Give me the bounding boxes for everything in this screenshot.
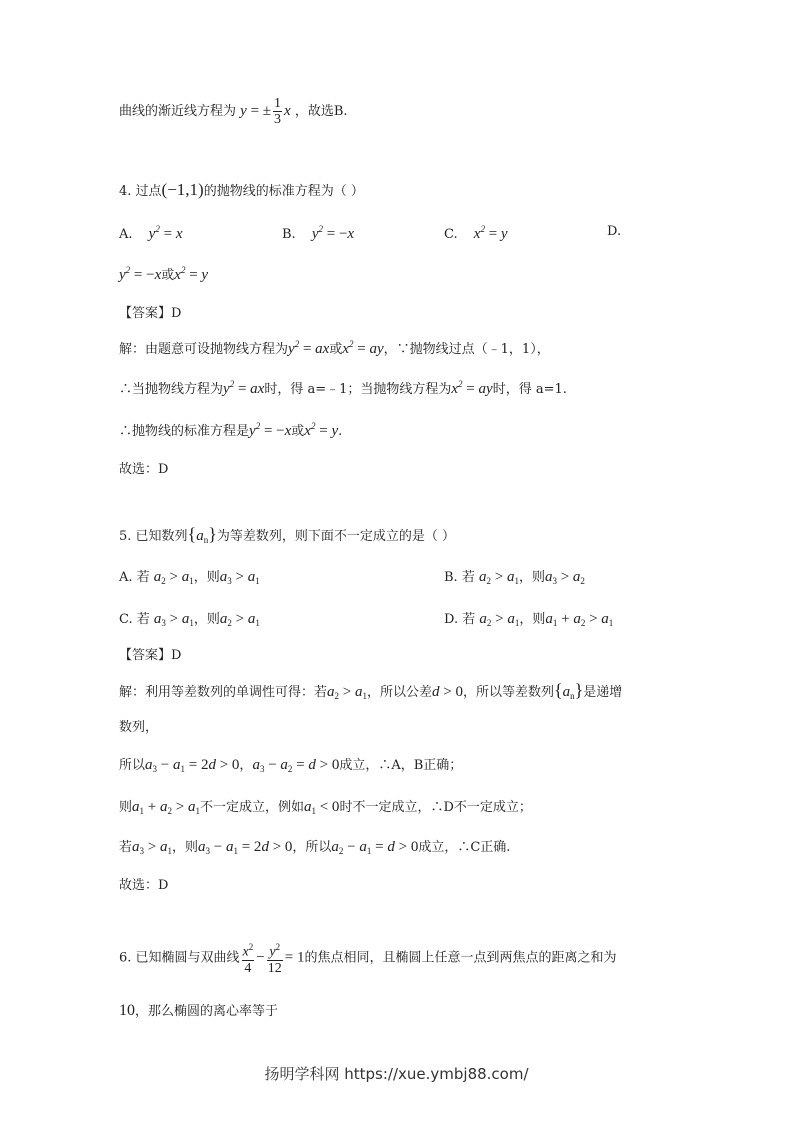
formula: (−1,1) — [161, 180, 204, 199]
text: 时，得 a=﹣1；当抛物线方程为 — [264, 382, 452, 397]
option-label: B. 若 — [444, 570, 475, 585]
text: ∴抛物线的标准方程是 — [119, 424, 250, 439]
option-label: D. 若 — [444, 612, 476, 627]
option-label: B. — [282, 227, 296, 242]
footer-watermark: 扬明学科网 https://xue.ymbj88.com/ — [264, 1065, 529, 1083]
text: 的抛物线的标准方程为（ ） — [203, 184, 364, 199]
option-label: D. — [607, 224, 622, 239]
q6-stem-cont — [119, 1000, 278, 1020]
text: ，则 — [193, 612, 220, 627]
q5-solution-4: 若$a_3 > a_1$，则$a_3 - a_1 = 2d > 0$，所以$a_2 - a_1 = d > 0$成立，∴C正确. — [119, 839, 511, 856]
q4-stem — [119, 180, 364, 200]
q5-option-b: B. 若 $a_2 > a_1$，则$a_3 > a_2$ — [444, 569, 585, 586]
q4-option-b: B. $y^2 = -x$ — [282, 224, 355, 242]
q4-solution-2: ∴当抛物线方程为$y^2$ = ax时，得 a=﹣1；当抛物线方程为$x^2$ = ay时，得 a=1. — [119, 379, 567, 397]
text: 所以 — [119, 758, 146, 773]
text: 解：由题意可设抛物线方程为 — [119, 342, 289, 357]
text: ，则 — [519, 612, 546, 627]
text: ，则 — [518, 570, 545, 585]
text: 为等差数列，则下面不一定成立的是（ ） — [216, 529, 455, 544]
q5-solution-2: 所以$a_3 - a_1 = 2d > 0$，$a_3 - a_2 = d > 0$成立，∴A，B正确； — [119, 757, 463, 774]
text: 的焦点相同，且椭圆上任意一点到两焦点的距离之和为 — [304, 950, 617, 966]
q4-option-d: $y^2 = -x$或$x^2 = y$ — [119, 265, 209, 283]
q5-solution-3: 则$a_1 + a_2 > a_1$不一定成立，例如$a_1 < 0$时不一定成立，∴D不一定成立； — [119, 799, 532, 816]
q4-solution-3: ∴抛物线的标准方程是$y^2 = -x$或$x^2 = y$. — [119, 421, 343, 439]
text: ，故选B. — [294, 104, 348, 119]
fraction: $\frac{1}{3}$ — [274, 96, 282, 127]
fraction: $\frac{y^2}{12}$ — [267, 942, 282, 976]
text: 若 — [119, 840, 133, 855]
fraction: $\frac{x^2}{4}$ — [242, 942, 254, 976]
q4-solution-1: 解：由题意可设抛物线方程为$y^2$ = ax或$x^2$ = ay，∵抛物线过点（﹣1，1）， — [119, 339, 550, 357]
text: ，∵抛物线过点（﹣1，1）， — [383, 342, 550, 357]
text: ，则 — [193, 570, 220, 585]
q5-solution-1-cont — [119, 716, 158, 735]
text: 则 — [119, 800, 133, 815]
text: 曲线的渐近线方程为 — [119, 104, 237, 119]
text: 或 — [161, 268, 175, 283]
option-label: A. 若 — [119, 570, 150, 585]
q5-option-d: D. 若 $a_2 > a_1$，则$a_1 + a_2 > a_1$ — [444, 611, 614, 628]
q5-stem: 5. 已知数列$\{a_n\}$为等差数列，则下面不一定成立的是（ ） — [119, 524, 455, 545]
formula: 10 — [119, 1002, 135, 1019]
text: 成立，∴A，B正确； — [339, 758, 463, 773]
text: 时不一定成立，∴D不一定成立； — [339, 800, 532, 815]
text: ，那么椭圆的离心率等于 — [135, 1004, 279, 1019]
q5-option-a: A. 若 $a_2 > a_1$，则$a_3 > a_1$ — [119, 569, 260, 586]
text: ，所以 — [292, 840, 332, 855]
option-label: A. — [119, 227, 133, 242]
text: 时，得 a=1. — [492, 382, 567, 397]
prev-answer-line: 曲线的渐近线方程为 y = ± $\frac{1}{3}$ x ，故选B. — [119, 96, 348, 127]
answer-label: 【答案】D — [119, 306, 182, 321]
text: ， — [239, 758, 253, 773]
text: 4. 过点 — [119, 184, 162, 199]
text: ，则 — [171, 840, 198, 855]
q5-solution-1: 解：利用等差数列的单调性可得：若$a_2 > a_1$，所以公差d > 0，所以等差数列$\{a_n\}$是递增 — [119, 680, 623, 701]
q4-option-a: A. $y^2 = x$ — [119, 224, 183, 242]
q5-option-c: C. 若 $a_3 > a_1$，则$a_2 > a_1$ — [119, 611, 260, 628]
q5-conclusion — [119, 874, 168, 893]
text: ，所以公差 — [366, 685, 432, 700]
q6-stem: 6. 已知椭圆与双曲线 $\frac{x^2}{4}$ − $\frac{y^2}{12}$ = 1的焦点相同，且椭圆上任意一点到两焦点的距离之和为 — [119, 942, 617, 976]
text: 故选：D — [119, 462, 169, 477]
formula: y — [240, 103, 247, 119]
text: 故选：D — [119, 878, 169, 893]
text: ∴当抛物线方程为 — [119, 382, 224, 397]
q4-option-c: C. $x^2 = y$ — [444, 224, 508, 242]
text: 成立，∴C正确. — [418, 840, 511, 855]
text: 数列， — [119, 720, 159, 735]
text: 或 — [291, 424, 305, 439]
text: 是递增 — [583, 685, 623, 700]
q4-answer — [119, 302, 181, 321]
text: 不一定成立，例如 — [199, 800, 304, 815]
answer-label: 【答案】D — [119, 648, 182, 663]
text: . — [338, 424, 343, 439]
q4-conclusion — [119, 458, 168, 477]
option-label: C. 若 — [119, 612, 150, 627]
q4-option-d-label — [607, 224, 621, 239]
text: 5. 已知数列 — [119, 529, 188, 544]
q5-answer — [119, 644, 181, 663]
option-label: C. — [444, 227, 458, 242]
text: ，所以等差数列 — [462, 685, 554, 700]
text: 或 — [329, 342, 343, 357]
text: 6. 已知椭圆与双曲线 — [119, 950, 240, 966]
text: 解：利用等差数列的单调性可得：若 — [119, 685, 328, 700]
